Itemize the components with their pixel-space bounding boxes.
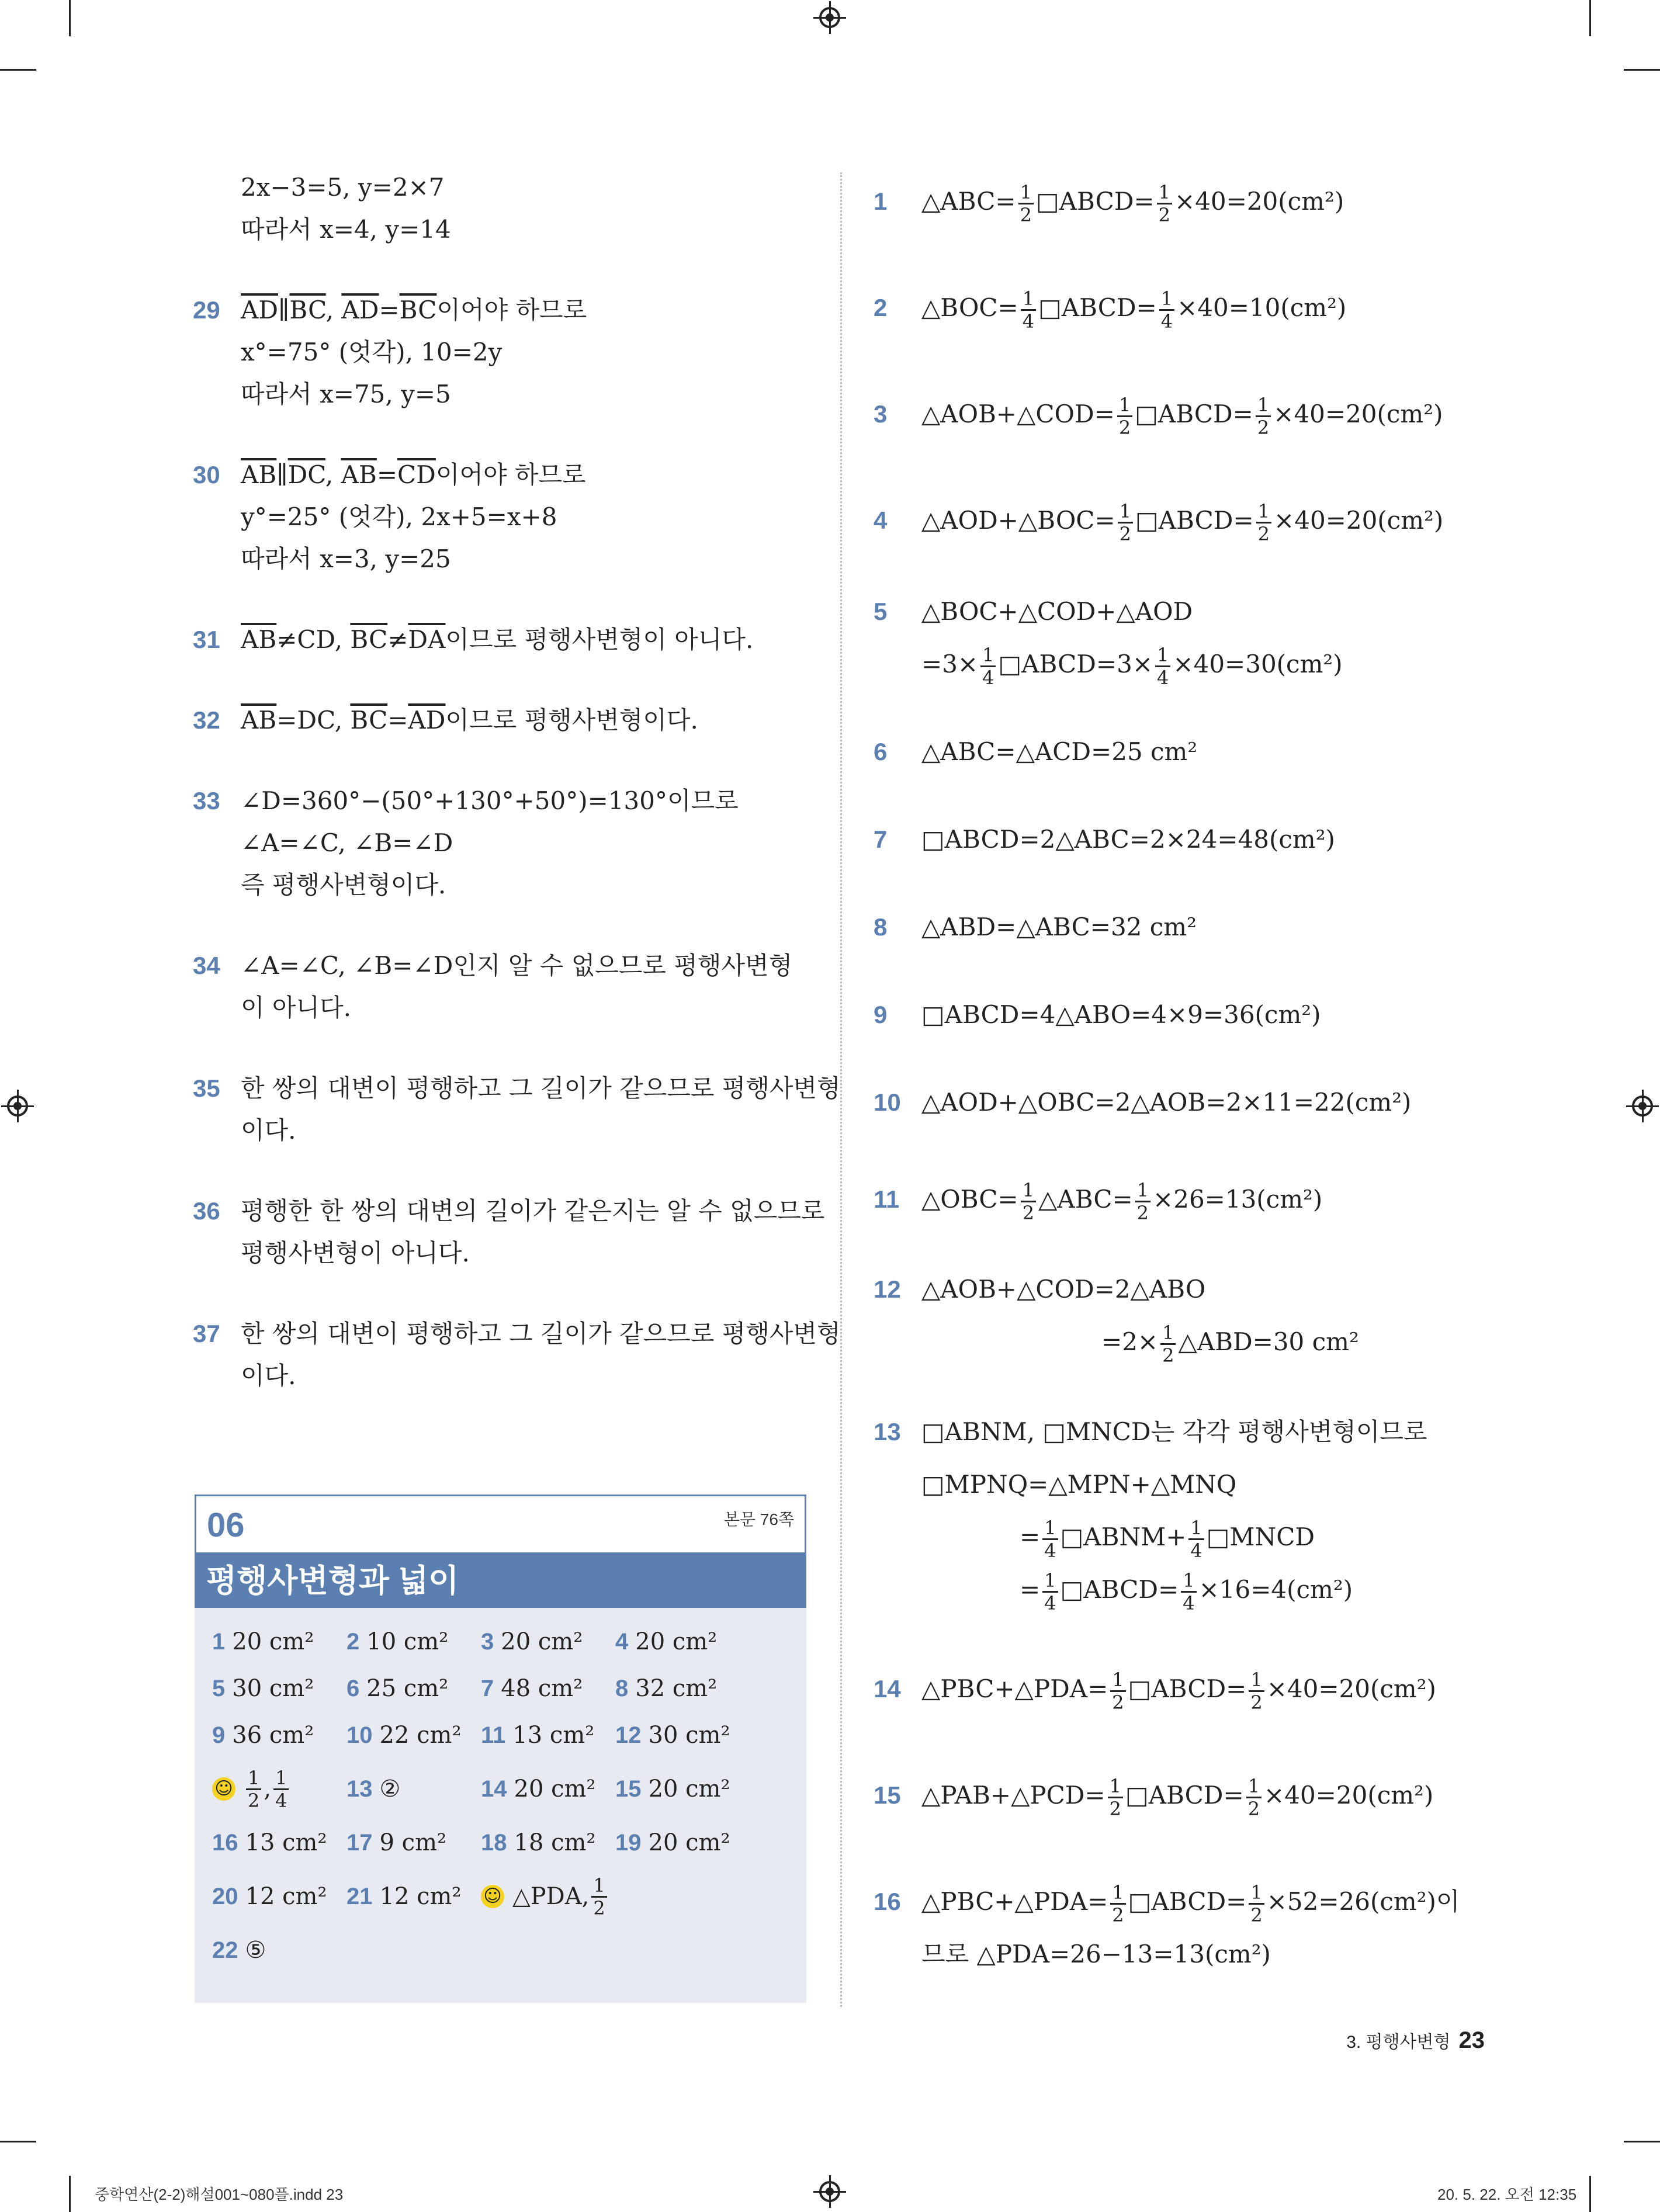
crop-mark [69,2176,71,2212]
solution-line: 이다. [241,1361,296,1390]
solution-line: = $\frac{1}{4}$ □ABNM+ $\frac{1}{4}$ □MNCD [1020,1516,1315,1562]
solution-line: 이 아니다. [241,993,351,1022]
answer-item-pda: ☺ △PDA, $\frac{1}{2}$ [481,1875,656,1919]
problem-6: 6 △ABC=△ACD=25 cm² [874,737,1198,766]
problem-16: 16 △PBC+△PDA= $\frac{1}{2}$ □ABCD= $\frac{1}{2}$ ×52=26(cm²)이 [874,1881,1460,1926]
intro-line: 따라서 x=4, y=14 [241,215,451,244]
problem-1: 1 △ABC= $\frac{1}{2}$ □ABCD= $\frac{1}{2}$ ×40=20(cm²) [874,181,1344,226]
crop-mark [1589,2176,1591,2212]
problem-37: 37 한 쌍의 대변이 평행하고 그 길이가 같으므로 평행사변형 [193,1313,806,1355]
fraction: $\frac{1}{2}$ [1117,394,1132,438]
page-reference: 본문 76쪽 [723,1510,794,1528]
problem-10: 10 △AOD+△OBC=2△AOB=2×11=22(cm²) [874,1088,1412,1117]
left-column [193,167,841,1397]
problem-number: 36 [193,1197,220,1225]
fraction: $\frac{1}{2}$ [1157,182,1172,226]
fraction: $\frac{1}{2}$ [591,1875,607,1919]
solution-line: 따라서 x=3, y=25 [241,545,451,573]
problem-32: 32 $\overline{AB}=DC$, $\overline{BC}=\overline{AD}$이므로 평행사변형이다. [193,699,806,741]
answer-item: 2 10 cm² [346,1628,449,1655]
fraction: $\frac{1}{2}$ [1118,501,1133,545]
answer-item: 10 22 cm² [346,1722,462,1749]
answer-item: 20 12 cm² [212,1883,327,1910]
problem-31: 31 $\overline{AB}\ne CD$, $\overline{BC}\ne\overline{DA}$이므로 평행사변형이 아니다. [193,619,806,661]
fraction: $\frac{1}{4}$ [1188,1517,1204,1561]
chapter-label: 3. 평행사변형 [1346,2033,1451,2052]
problem-3: 3 △AOB+△COD= $\frac{1}{2}$ □ABCD= $\frac{1}{2}$ ×40=20(cm²) [874,393,1443,439]
fraction: $\frac{1}{2}$ [1249,1882,1264,1926]
answer-row [212,1712,806,1759]
problem-14: 14 △PBC+△PDA= $\frac{1}{2}$ □ABCD= $\frac{1}{2}$ ×40=20(cm²) [874,1668,1436,1714]
fraction: $\frac{1}{2}$ [1021,1180,1036,1223]
answer-item: 14 20 cm² [481,1776,596,1802]
page-label [1346,2027,1485,2054]
answer-item: 11 13 cm² [481,1722,595,1749]
answer-item: 3 20 cm² [481,1628,583,1655]
solution-line: =3× $\frac{1}{4}$ □ABCD=3× $\frac{1}{4}$ ×40=30(cm²) [921,643,1343,689]
solution-line: 즉 평행사변형이다. [241,871,446,899]
registration-mark-icon [819,2181,840,2202]
problem-12: 12 △AOB+△COD=2△ABO [874,1275,1206,1303]
answer-row [212,1759,806,1819]
problem-7: 7 □ABCD=2△ABC=2×24=48(cm²) [874,825,1335,854]
fraction: $\frac{1}{4}$ [273,1767,289,1811]
registration-mark-icon [819,7,840,28]
footer-timestamp: 20. 5. 22. 오전 12:35 [1437,2186,1577,2203]
fraction: $\frac{1}{2}$ [1110,1882,1125,1926]
answer-row [212,1866,806,1927]
fraction: $\frac{1}{4}$ [980,644,996,688]
problem-35: 35 한 쌍의 대변이 평행하고 그 길이가 같으므로 평행사변형 [193,1067,806,1110]
fraction: $\frac{1}{4}$ [1042,1570,1058,1614]
problem-number: 34 [193,952,220,979]
fraction: $\frac{1}{2}$ [1110,1669,1125,1713]
solution-line: 므로 △PDA=26−13=13(cm²) [921,1940,1271,1968]
answer-row [212,1618,806,1665]
answer-item: 15 20 cm² [615,1776,730,1802]
answer-item: 1 20 cm² [212,1628,314,1655]
crop-mark [0,69,36,71]
answer-item: 9 36 cm² [212,1722,314,1749]
answer-item: 13 ② [346,1776,401,1802]
answer-item: 21 12 cm² [346,1883,462,1910]
answer-item: 8 32 cm² [615,1675,718,1702]
answer-grid [195,1608,806,1974]
fraction: $\frac{1}{2}$ [1256,501,1271,545]
problem-11: 11 △OBC= $\frac{1}{2}$ △ABC= $\frac{1}{2}$ ×26=13(cm²) [874,1178,1323,1224]
problem-29: 29 $\overline{AD}\parallel\overline{BC}$, $\overline{AD}=\overline{BC}$이어야 하므로 [193,289,806,331]
problem-4: 4 △AOD+△BOC= $\frac{1}{2}$ □ABCD= $\frac{1}{2}$ ×40=20(cm²) [874,500,1444,545]
solution-line: = $\frac{1}{4}$ □ABCD= $\frac{1}{4}$ ×16=4(cm²) [1020,1569,1353,1614]
fraction: $\frac{1}{2}$ [246,1767,261,1811]
solution-line: ∠A=∠C, ∠B=∠D [241,828,453,857]
problem-5: 5 △BOC+△COD+△AOD [874,597,1193,626]
answer-item: 22 ⑤ [212,1937,266,1964]
fraction: $\frac{1}{2}$ [1135,1180,1150,1223]
problem-13: 13 □ABNM, □MNCD는 각각 평행사변형이므로 [874,1417,1427,1446]
fraction: $\frac{1}{2}$ [1246,1776,1262,1819]
fraction: $\frac{1}{4}$ [1021,288,1036,332]
answer-item: 7 48 cm² [481,1675,583,1702]
problem-number: 33 [193,787,220,814]
problem-number: 29 [193,296,220,324]
problem-2: 2 △BOC= $\frac{1}{4}$ □ABCD= $\frac{1}{4}$ ×40=10(cm²) [874,287,1347,332]
solution-line: □MPNQ=△MPN+△MNQ [921,1470,1237,1499]
problem-number: 32 [193,706,220,734]
solution-line: y°=25° (엇각), 2x+5=x+8 [241,502,557,531]
problem-9: 9 □ABCD=4△ABO=4×9=36(cm²) [874,1000,1321,1029]
smile-icon: ☺ [212,1777,235,1801]
problem-34: 34 ∠A=∠C, ∠B=∠D인지 알 수 없으므로 평행사변형 [193,945,806,987]
answer-item: 17 9 cm² [346,1829,447,1856]
answer-item: 18 18 cm² [481,1829,596,1856]
answer-item: 6 25 cm² [346,1675,449,1702]
answer-item: 12 30 cm² [615,1722,730,1749]
answer-row [212,1665,806,1712]
problem-33: 33 ∠D=360°−(50°+130°+50°)=130°이므로 [193,780,806,822]
answer-item: 5 30 cm² [212,1675,314,1702]
fraction: $\frac{1}{4}$ [1042,1517,1058,1561]
crop-mark [0,2141,36,2142]
problem-number: 31 [193,626,220,653]
problem-number: 37 [193,1320,220,1347]
answer-item: 16 13 cm² [212,1829,327,1856]
fraction: $\frac{1}{2}$ [1249,1669,1264,1713]
section-title: 평행사변형과 넓이 [195,1554,806,1608]
answer-row [212,1819,806,1866]
footer-filename: 중학연산(2-2)해설001~080플.indd 23 [95,2186,344,2203]
problem-30: 30 $\overline{AB}\parallel\overline{DC}$, $\overline{AB}=\overline{CD}$이어야 하므로 [193,454,806,496]
fraction: $\frac{1}{4}$ [1159,288,1174,332]
solution-line: 이다. [241,1116,296,1145]
solution-line: 평행사변형이 아니다. [241,1239,470,1267]
solution-line: 따라서 x=75, y=5 [241,380,451,408]
fraction: $\frac{1}{2}$ [1018,182,1034,226]
crop-mark [1624,2141,1660,2142]
page-number: 23 [1458,2027,1485,2053]
fraction: $\frac{1}{2}$ [1160,1322,1176,1366]
solution-line: =2× $\frac{1}{2}$ △ABD=30 cm² [1101,1321,1359,1367]
problem-36: 36 평행한 한 쌍의 대변의 길이가 같은지는 알 수 없으므로 [193,1190,806,1232]
solution-line: x°=75° (엇각), 10=2y [241,338,502,366]
fraction: $\frac{1}{2}$ [1108,1776,1123,1819]
crop-mark [1589,0,1591,36]
answer-item: 4 20 cm² [615,1628,718,1655]
right-column [874,175,1516,1981]
section-number: 06 [207,1506,245,1544]
problem-15: 15 △PAB+△PCD= $\frac{1}{2}$ □ABCD= $\frac{1}{2}$ ×40=20(cm²) [874,1774,1434,1820]
intro-line: 2x−3=5, y=2×7 [241,173,445,202]
answer-header [195,1495,806,1554]
answer-summary-box [195,1495,806,2003]
fraction: $\frac{1}{4}$ [1181,1570,1196,1614]
crop-mark [69,0,71,36]
fraction: $\frac{1}{4}$ [1155,644,1170,688]
crop-mark [1624,69,1660,71]
registration-mark-icon [1632,1095,1653,1117]
problem-number: 30 [193,461,220,488]
problem-number: 35 [193,1074,220,1102]
answer-item: 19 20 cm² [615,1829,730,1856]
answer-item-fractions: ☺ $\frac{1}{2}$ , $\frac{1}{4}$ [212,1767,346,1811]
answer-row [212,1927,806,1974]
fraction: $\frac{1}{2}$ [1256,394,1271,438]
smile-icon: ☺ [481,1885,504,1908]
problem-8: 8 △ABD=△ABC=32 cm² [874,913,1197,941]
registration-mark-icon [7,1095,28,1117]
